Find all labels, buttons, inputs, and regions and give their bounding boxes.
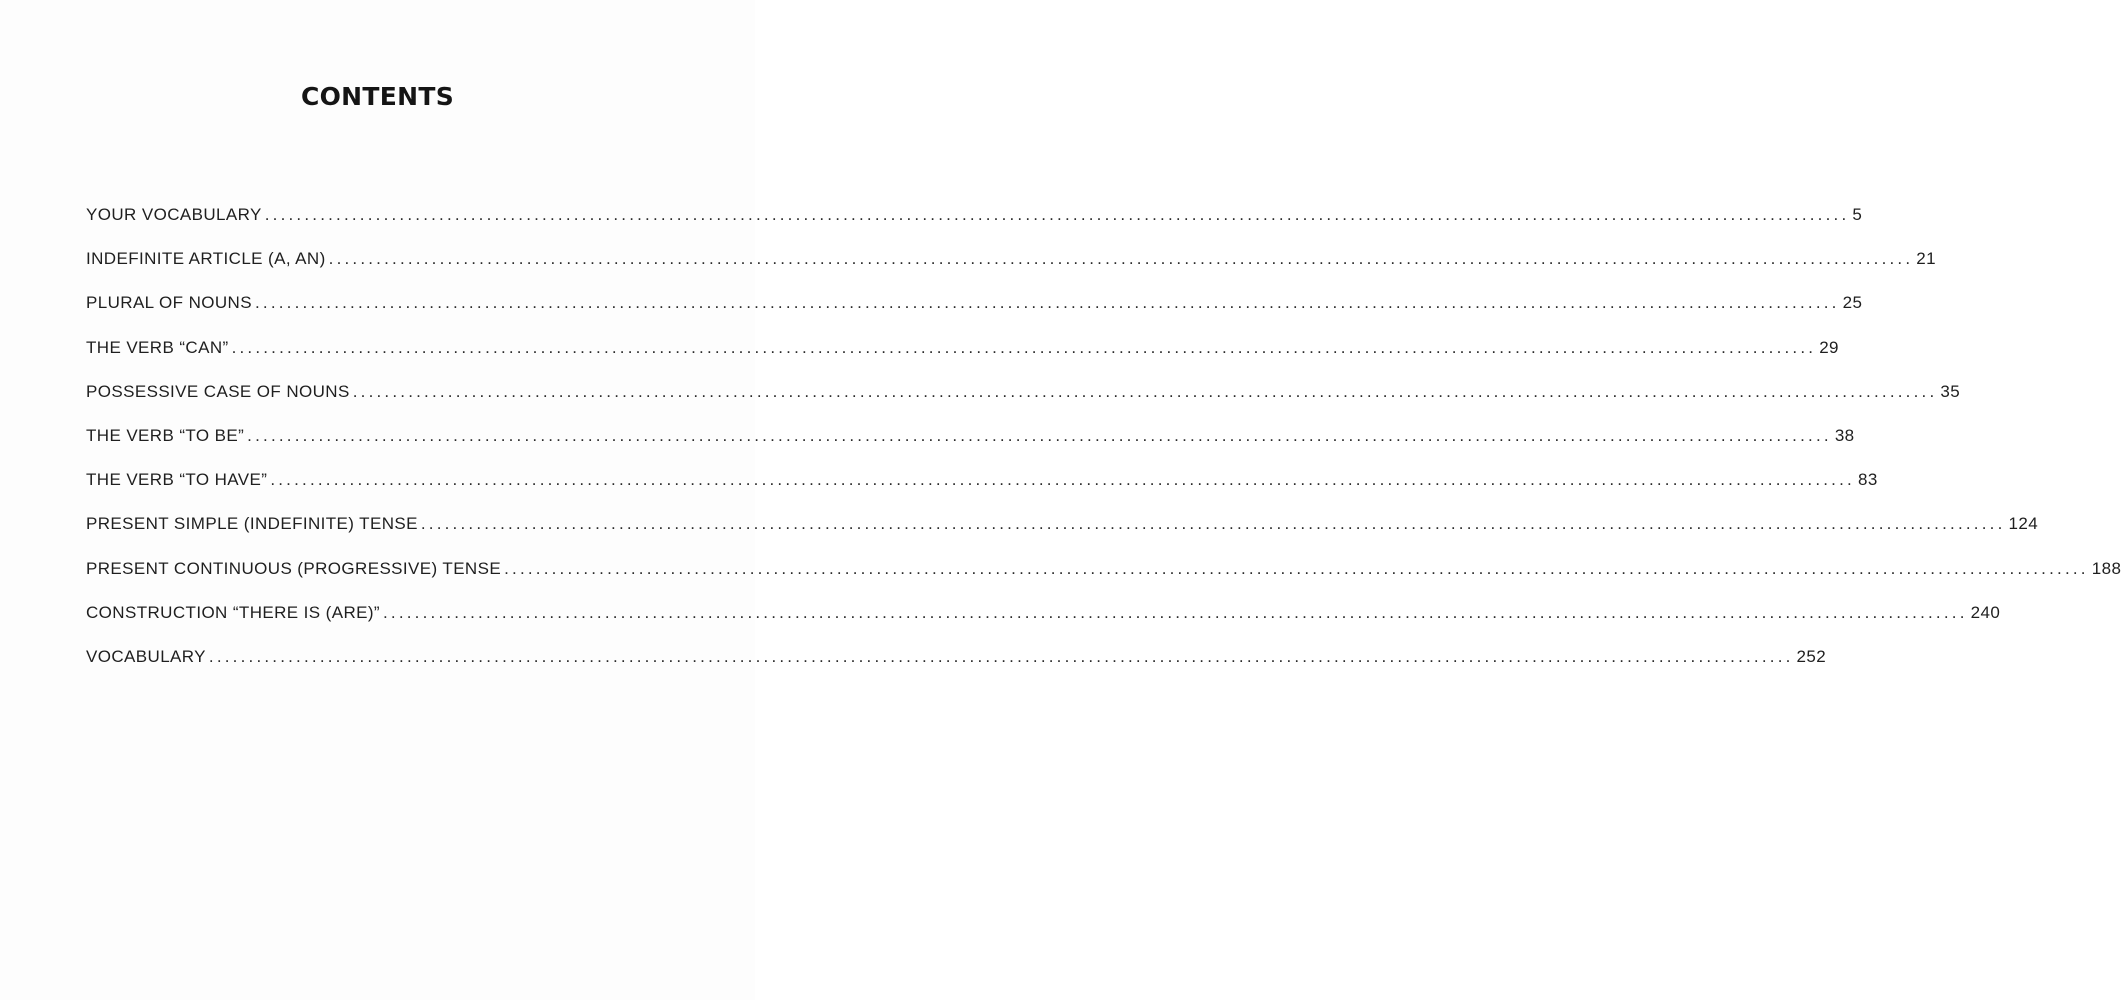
toc-entry-page-number: 240	[1970, 602, 2001, 622]
toc-dot-leader: ........................................................................................................................................................................................................	[231, 337, 1817, 357]
toc-dot-leader: ........................................................................................................................................................................................................	[270, 470, 1855, 490]
toc-entry-page-number: 21	[1916, 249, 1936, 269]
toc-dot-leader: ........................................................................................................................................................................................................	[264, 205, 1850, 224]
toc-entry-page-number: 29	[1819, 337, 1839, 357]
toc-entry-label: THE VERB “CAN”	[86, 337, 229, 357]
page-title: CONTENTS	[300, 82, 455, 111]
toc-entry	[86, 470, 1878, 514]
toc-entry-label: VOCABULARY	[86, 646, 206, 666]
toc-dot-leader: ........................................................................................................................................................................................................	[247, 425, 1832, 445]
toc-entry	[86, 249, 1936, 293]
toc-entry-label: CONSTRUCTION “THERE IS (ARE)”	[86, 602, 380, 622]
toc-dot-leader: ........................................................................................................................................................................................................	[382, 602, 1968, 622]
toc-entry-label: INDEFINITE ARTICLE (A, AN)	[86, 249, 326, 269]
toc-entry-label: YOUR VOCABULARY	[86, 205, 262, 224]
toc-entry	[86, 381, 1961, 426]
toc-entry-label: THE VERB “TO HAVE”	[86, 470, 268, 490]
toc-dot-leader: ........................................................................................................................................................................................................	[328, 249, 1914, 269]
toc-entry-page-number: 83	[1857, 470, 1878, 490]
toc-dot-leader: ........................................................................................................................................................................................................	[352, 381, 1938, 401]
toc-entry-page-number: 124	[2008, 514, 2039, 534]
toc-entry	[86, 646, 1827, 691]
toc-entry	[86, 514, 2039, 558]
toc-entry	[86, 205, 1863, 249]
toc-dot-leader: ........................................................................................................................................................................................................	[254, 293, 1840, 313]
table-of-contents	[86, 205, 2121, 691]
toc-dot-leader: ........................................................................................................................................................................................................	[420, 514, 2006, 534]
toc-entry	[86, 602, 2001, 647]
toc-entry-label: PLURAL OF NOUNS	[86, 293, 252, 313]
toc-entry	[86, 293, 1863, 337]
toc-entry-page-number: 252	[1796, 646, 1827, 666]
toc-entry-label: THE VERB “TO BE”	[86, 425, 245, 445]
toc-dot-leader: ........................................................................................................................................................................................................	[208, 646, 1794, 666]
toc-entry-page-number: 25	[1842, 293, 1863, 313]
toc-entry-page-number: 5	[1852, 205, 1863, 224]
toc-entry-page-number: 188	[2091, 558, 2121, 578]
toc-entry-label: PRESENT CONTINUOUS (PROGRESSIVE) TENSE	[86, 558, 502, 578]
toc-entry	[86, 558, 2121, 603]
toc-dot-leader: ........................................................................................................................................................................................................	[504, 558, 2089, 578]
toc-entry-page-number: 38	[1834, 425, 1855, 445]
toc-entry	[86, 425, 1855, 470]
toc-entry-label: POSSESSIVE CASE OF NOUNS	[86, 381, 350, 401]
toc-entry	[86, 337, 1839, 382]
toc-entry-page-number: 35	[1940, 381, 1961, 401]
toc-entry-label: PRESENT SIMPLE (INDEFINITE) TENSE	[86, 514, 418, 534]
